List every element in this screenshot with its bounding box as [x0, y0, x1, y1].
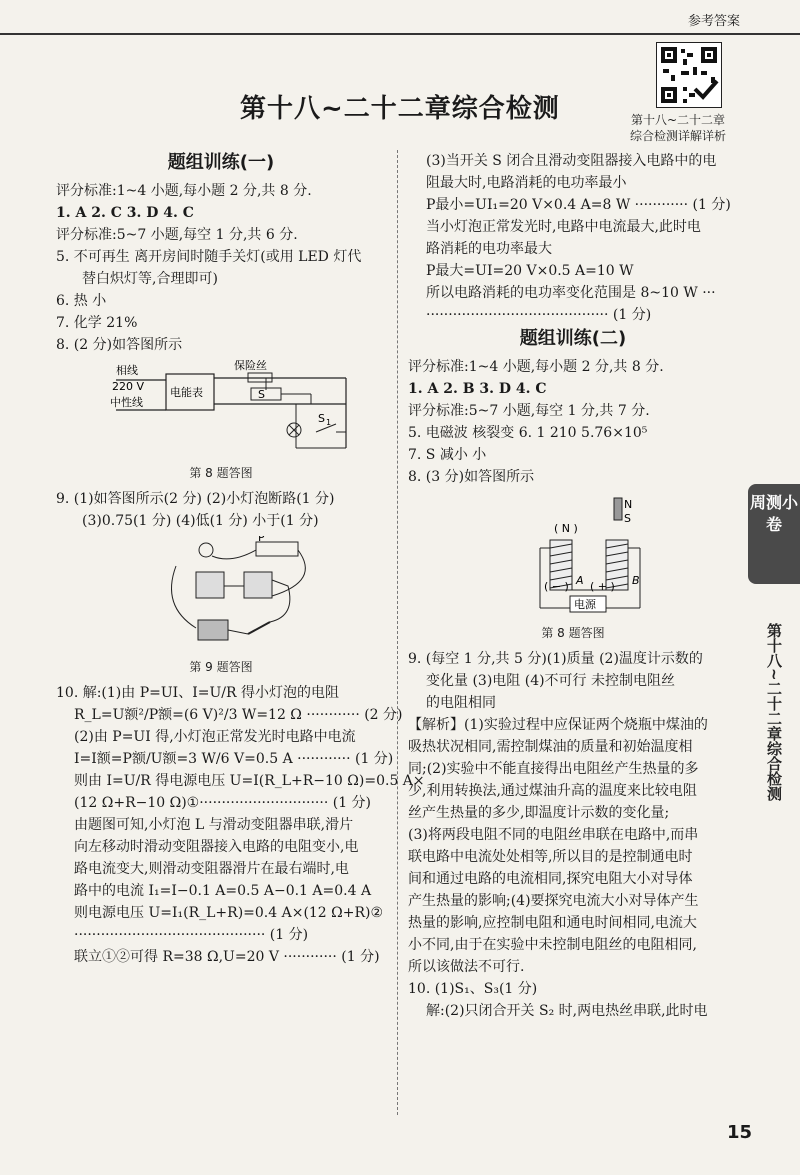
- qr-code: [656, 42, 722, 108]
- answer-line: 替白炽灯等,合理即可): [82, 271, 218, 287]
- qr-note-line-1: 第十八~二十二章: [630, 113, 726, 127]
- answer-line: 5. 电磁波 核裂变 6. 1 210 5.76×10⁵: [408, 425, 648, 441]
- label-fuse: 保险丝: [234, 360, 267, 372]
- answer-line: 5. 不可再生 离开房间时随手关灯(或用 LED 灯代: [56, 249, 362, 265]
- label-plus: ( + ): [590, 580, 615, 593]
- answer-line: 8. (3 分)如答图所示: [408, 469, 535, 485]
- left-column: [56, 150, 425, 968]
- battery-icon: [198, 620, 228, 640]
- analysis-line: 间和通过电路的电流相同,探究电阻大小对导体: [408, 871, 693, 887]
- answer-line: 9. (1)如答图所示(2 分) (2)小灯泡断路(1 分): [56, 491, 335, 507]
- label-live: 相线: [116, 364, 138, 377]
- electromagnet-diagram: [408, 492, 738, 618]
- label-pole-n: ( N ): [554, 522, 578, 535]
- answer-line: 变化量 (3)电阻 (4)不可行 未控制电阻丝: [426, 673, 676, 689]
- page-number: 15: [726, 1122, 752, 1143]
- side-tab-weekly-test: 周测小卷: [748, 484, 800, 584]
- analysis-line: 热量的影响,应控制电阻和通电时间相同,电流大: [408, 915, 697, 931]
- analysis-line: 同;(2)实验中不能直接得出电阻丝产生热量的多: [408, 761, 699, 777]
- solution-line: 由题图可知,小灯泡 L 与滑动变阻器串联,滑片: [74, 817, 354, 833]
- answer-line: 9. (每空 1 分,共 5 分)(1)质量 (2)温度计示数的: [408, 651, 703, 667]
- solution-line: 则电源电压 U=I₁(R_L+R)=0.4 A×(12 Ω+R)②: [74, 905, 384, 921]
- analysis-line: 所以该做法不可行.: [408, 959, 525, 975]
- solution-line: (3)当开关 S 闭合且滑动变阻器接入电路中的电: [426, 153, 717, 169]
- solution-line: 向左移动时滑动变阻器接入电路的电阻变小,电: [74, 839, 359, 855]
- answer-line: 6. 热 小: [56, 293, 107, 309]
- side-tab-chapter: 第十八~二十二章综合检测: [765, 623, 783, 801]
- scoring-note: 评分标准:5~7 小题,每空 1 分,共 6 分.: [56, 227, 298, 243]
- solution-line: 则由 I=U/R 得电源电压 U=I(R_L+R−10 Ω)=0.5 A×: [74, 773, 425, 789]
- solution-line: R_L=U额²/P额=(6 V)²/3 W=12 Ω ············ (2 分): [74, 707, 403, 723]
- label-meter: 电能表: [170, 386, 203, 399]
- section-title-group-2: 题组训练(二): [519, 328, 627, 349]
- scoring-note: 评分标准:1~4 小题,每小题 2 分,共 8 分.: [56, 183, 312, 199]
- figure-caption: 第 9 题答图: [189, 660, 253, 674]
- label-power: 电源: [574, 598, 596, 611]
- switch-icon: [248, 622, 270, 634]
- solution-line: 所以电路消耗的电功率变化范围是 8~10 W ···: [426, 285, 716, 301]
- label-b: B: [632, 574, 640, 587]
- solution-line: 阻最大时,电路消耗的电功率最小: [426, 175, 627, 191]
- answer-line: 8. (2 分)如答图所示: [56, 337, 183, 353]
- answer-line: 7. S 减小 小: [408, 447, 487, 463]
- solution-line: 当小灯泡正常发光时,电路中电流最大,此时电: [426, 219, 701, 235]
- solution-line: P最小=UI₁=20 V×0.4 A=8 W ············ (1 分): [426, 197, 731, 213]
- label-slider-p: P: [258, 536, 265, 544]
- answer-line: 1. A 2. B 3. D 4. C: [408, 381, 547, 397]
- column-divider: [397, 150, 398, 1115]
- solution-line: 10. 解:(1)由 P=UI、I=U/R 得小灯泡的电阻: [56, 685, 339, 701]
- analysis-line: 产生热量的影响;(4)要探究电流大小对导体产生: [408, 893, 699, 909]
- qr-code-graphic: [657, 43, 721, 107]
- analysis-line: 联电路中电流处处相等,所以目的是控制通电时: [408, 849, 693, 865]
- answer-line: 7. 化学 21%: [56, 315, 138, 331]
- figure-caption: 第 8 题答图: [189, 466, 253, 480]
- analysis-line: 吸热状况相同,需控制煤油的质量和初始温度相: [408, 739, 693, 755]
- solution-line: ········································· (1 分): [426, 307, 652, 323]
- answer-line: 10. (1)S₁、S₃(1 分): [408, 981, 538, 997]
- label-switch-s: S: [258, 388, 265, 401]
- figure-caption: 第 8 题答图: [541, 626, 605, 640]
- analysis-line: 少,利用转换法,通过煤油升高的温度来比较电阻: [408, 783, 697, 799]
- analysis-line: 丝产生热量的多少,即温度计示数的变化量;: [408, 805, 670, 821]
- right-column: [408, 150, 738, 1022]
- experiment-circuit-diagram: [56, 536, 386, 652]
- solution-line: I=I额=P额/U额=3 W/6 V=0.5 A ············ (1 分): [74, 751, 394, 767]
- answer-line: (3)0.75(1 分) (4)低(1 分) 小于(1 分): [82, 513, 319, 529]
- answer-line: 1. A 2. C 3. D 4. C: [56, 205, 194, 221]
- compass-needle-icon: [614, 498, 622, 520]
- scoring-note: 评分标准:1~4 小题,每小题 2 分,共 8 分.: [408, 359, 664, 375]
- rheostat-icon: [256, 542, 298, 556]
- label-minus: ( − ): [544, 580, 569, 593]
- solution-line: 路中的电流 I₁=I−0.1 A=0.5 A−0.1 A=0.4 A: [74, 883, 372, 899]
- header-rule: [0, 33, 800, 35]
- answer-line: 的电阻相同: [426, 695, 496, 711]
- figure-9-circuit: [56, 536, 386, 652]
- solution-line: 联立①②可得 R=38 Ω,U=20 V ············ (1 分): [74, 949, 380, 965]
- solution-line: 路消耗的电功率最大: [426, 241, 552, 257]
- voltmeter-icon: [244, 572, 272, 598]
- bulb-icon: [199, 543, 213, 557]
- household-circuit-diagram: [56, 360, 386, 458]
- solution-line: (12 Ω+R−10 Ω)①····························· (1 分): [74, 795, 372, 811]
- qr-note-line-2: 综合检测详解详析: [629, 129, 726, 143]
- label-neutral: 中性线: [110, 396, 143, 409]
- ammeter-icon: [196, 572, 224, 598]
- label-voltage: 220 V: [112, 380, 145, 393]
- scoring-note: 评分标准:5~7 小题,每空 1 分,共 7 分.: [408, 403, 650, 419]
- page-title: 第十八~二十二章综合检测: [240, 94, 560, 124]
- figure-8-electromagnet: [408, 492, 738, 618]
- solution-line: (2)由 P=UI 得,小灯泡正常发光时电路中电流: [74, 729, 356, 745]
- label-switch-s1-sub: 1: [326, 418, 332, 427]
- label-needle-n: N: [624, 498, 633, 511]
- analysis-line: (3)将两段电阻不同的电阻丝串联在电路中,而串: [408, 827, 699, 843]
- section-title-group-1: 题组训练(一): [167, 152, 275, 173]
- label-a: A: [576, 574, 584, 587]
- analysis-line: 小不同,由于在实验中未控制电阻丝的电阻相同,: [408, 937, 697, 953]
- solution-line: P最大=UI=20 V×0.5 A=10 W: [426, 263, 634, 279]
- solution-line: 路电流变大,则滑动变阻器滑片在最右端时,电: [74, 861, 349, 877]
- qr-note: [608, 112, 748, 144]
- label-needle-s: S: [624, 512, 631, 525]
- figure-8-circuit: [56, 360, 386, 458]
- solution-line: 解:(2)只闭合开关 S₂ 时,两电热丝串联,此时电: [426, 1003, 708, 1019]
- header-tag: 参考答案: [687, 14, 740, 29]
- label-switch-s1: S: [318, 412, 325, 425]
- analysis-line: 【解析】(1)实验过程中应保证两个烧瓶中煤油的: [408, 717, 708, 733]
- solution-line: ··········································· (1 分): [74, 927, 309, 943]
